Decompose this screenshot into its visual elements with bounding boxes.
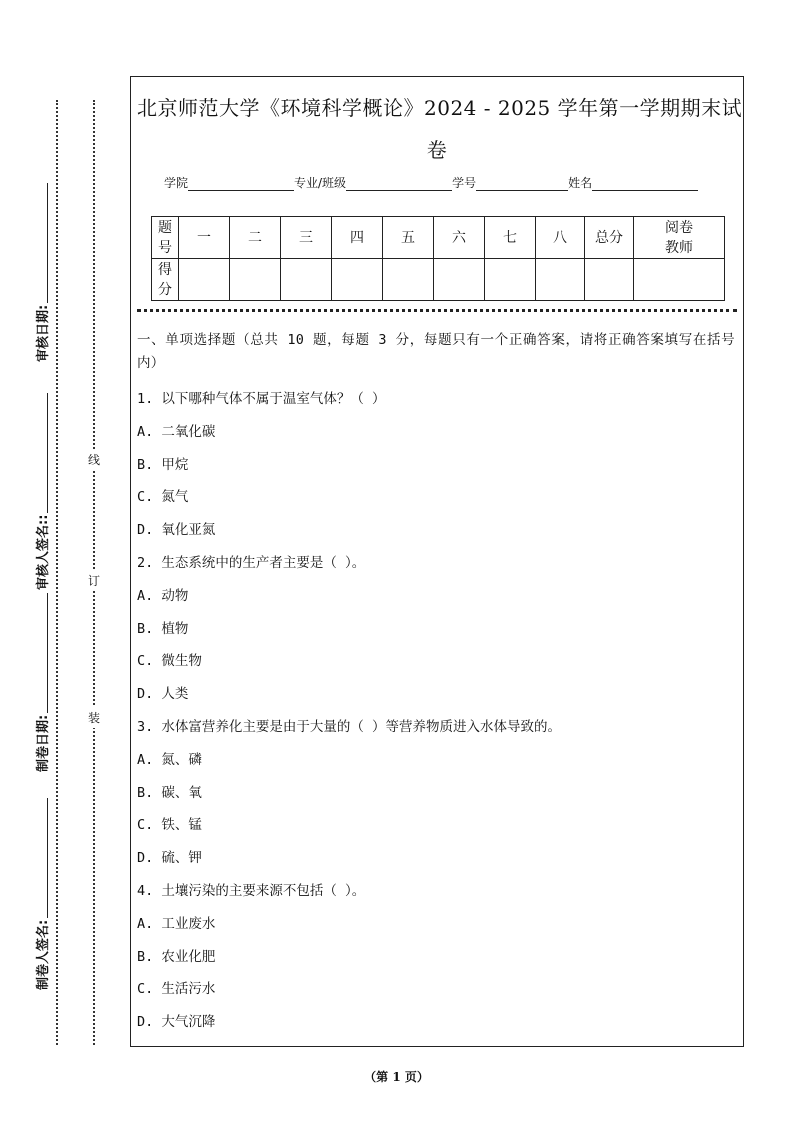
- binding-char-zhuang: 装: [88, 707, 100, 728]
- exam-title-line2: 卷: [426, 138, 448, 162]
- info-input-name[interactable]: [592, 178, 698, 191]
- section-1-title: 一、单项选择题（总共 10 题，每题 3 分，每题只有一个正确答案，请将正确答案填写在括号内）: [137, 332, 735, 371]
- option-b: B. 甲烷: [137, 456, 189, 473]
- info-label-name: 姓名: [568, 176, 593, 190]
- score-cell[interactable]: [485, 259, 536, 301]
- prepare-date-field[interactable]: [32, 593, 51, 772]
- score-cell[interactable]: [383, 259, 434, 301]
- option-d: D. 大气沉降: [137, 1014, 216, 1031]
- review-date-label: 审核日期:: [36, 304, 51, 362]
- score-cell[interactable]: [434, 259, 485, 301]
- reviewer-signature-label: 审核人签名::: [36, 514, 51, 590]
- option-d: D. 硫、钾: [137, 850, 202, 867]
- question-stem: 1. 以下哪种气体不属于温室气体？（ ）: [137, 391, 386, 407]
- score-col-grader: [634, 217, 725, 259]
- info-label-major: 专业/班级: [294, 176, 347, 190]
- prepare-date-label: 制卷日期:: [36, 714, 51, 772]
- binding-char-ding: 订: [88, 570, 100, 591]
- score-col-4: 四: [332, 217, 383, 259]
- score-col-1: 一: [179, 217, 230, 259]
- question-stem: 3. 水体富营养化主要是由于大量的（ ）等营养物质进入水体导致的。: [137, 718, 562, 735]
- question-stem: 2. 生态系统中的生产者主要是（ ）。: [137, 554, 366, 571]
- score-table-score-row: [152, 259, 725, 301]
- info-label-student-id: 学号: [452, 176, 477, 190]
- score-table-header-row: [152, 217, 725, 259]
- score-col-7: 七: [485, 217, 536, 259]
- score-col-5: 五: [383, 217, 434, 259]
- exam-title: [137, 87, 743, 171]
- reviewer-signature-field[interactable]: [32, 393, 51, 590]
- section-1: [137, 329, 735, 1039]
- score-col-3: 三: [281, 217, 332, 259]
- score-cell[interactable]: [230, 259, 281, 301]
- binding-margin: [0, 0, 125, 1122]
- preparer-signature-field[interactable]: [32, 798, 51, 990]
- page-number: （第 1 页）: [364, 1070, 429, 1084]
- option-d: D. 人类: [137, 686, 189, 703]
- info-input-college[interactable]: [188, 178, 294, 191]
- score-cell[interactable]: [585, 259, 634, 301]
- option-c: C. 氮气: [137, 489, 189, 506]
- option-c: C. 生活污水: [137, 981, 216, 998]
- option-a: A. 动物: [137, 587, 189, 604]
- score-col-2: 二: [230, 217, 281, 259]
- info-input-major[interactable]: [346, 178, 452, 191]
- option-a: A. 氮、磷: [137, 751, 202, 768]
- info-input-student-id[interactable]: [476, 178, 568, 191]
- dotted-line-outer: [56, 100, 58, 1045]
- option-b: B. 植物: [137, 620, 189, 637]
- binding-char-xian: 线: [88, 449, 100, 470]
- info-label-college: 学院: [164, 176, 189, 190]
- score-cell[interactable]: [536, 259, 585, 301]
- option-c: C. 微生物: [137, 653, 202, 670]
- option-a: A. 二氧化碳: [137, 423, 216, 440]
- score-col-6: 六: [434, 217, 485, 259]
- score-cell[interactable]: [332, 259, 383, 301]
- student-info-row: [164, 174, 698, 191]
- score-col-8: 八: [536, 217, 585, 259]
- option-d: D. 氧化亚氮: [137, 522, 216, 539]
- option-a: A. 工业废水: [137, 915, 216, 932]
- score-table-row1-header: 题号: [152, 217, 179, 259]
- score-col-grader-label: 阅卷教师: [665, 219, 693, 256]
- preparer-signature-label: 制卷人签名:: [36, 919, 51, 990]
- exam-title-line1: 北京师范大学《环境科学概论》2024 - 2025 学年第一学期期末试: [137, 96, 743, 120]
- review-date-field[interactable]: [32, 183, 51, 362]
- option-c: C. 铁、锰: [137, 817, 202, 834]
- score-cell[interactable]: [634, 259, 725, 301]
- question-stem: 4. 土壤污染的主要来源不包括（ ）。: [137, 882, 366, 899]
- score-col-total: 总分: [585, 217, 634, 259]
- option-b: B. 碳、氧: [137, 784, 202, 801]
- score-cell[interactable]: [179, 259, 230, 301]
- score-table: [151, 216, 725, 301]
- exam-frame: [130, 76, 744, 1047]
- score-table-row2-header: 得分: [152, 259, 179, 301]
- option-b: B. 农业化肥: [137, 948, 216, 965]
- dotted-separator: [137, 309, 737, 312]
- score-cell[interactable]: [281, 259, 332, 301]
